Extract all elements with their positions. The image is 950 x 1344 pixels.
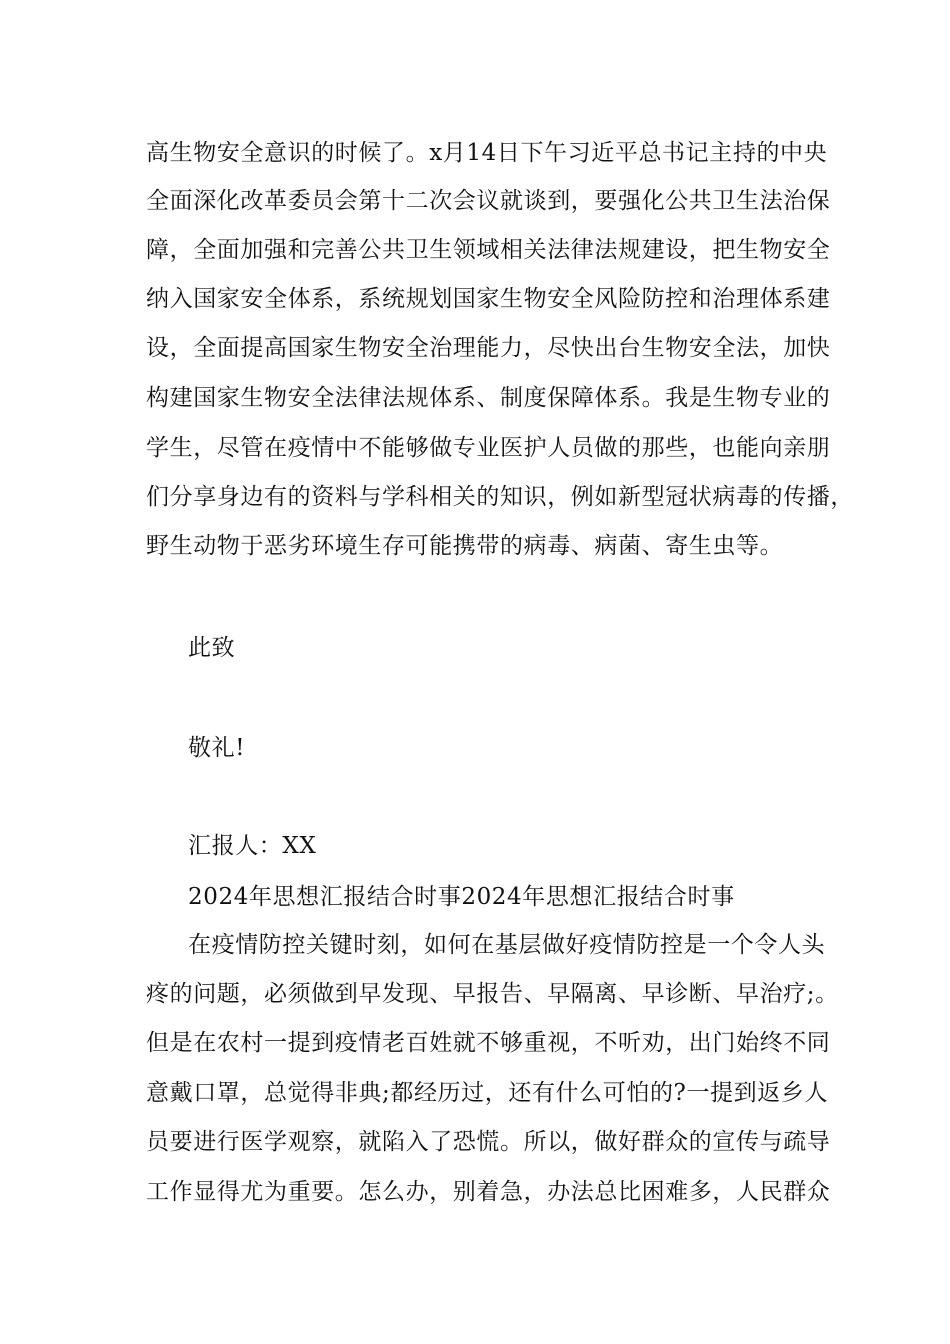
text-line: 高生物安全意识的时候了。x月14日下午习近平总书记主持的中央 — [146, 140, 828, 166]
signature: 汇报人：XX — [188, 833, 317, 859]
text-line: 全面深化改革委员会第十二次会议就谈到，要强化公共卫生法治保 — [146, 188, 831, 214]
regards: 敬礼! — [188, 735, 246, 761]
text-line: 纳入国家安全体系，系统规划国家生物安全风险防控和治理体系建 — [146, 286, 831, 312]
salutation: 此致 — [188, 635, 236, 661]
text-line: 员要进行医学观察，就陷入了恐慌。所以，做好群众的宣传与疏导 — [146, 1129, 831, 1155]
text-line: 学生，尽管在疫情中不能够做专业医护人员做的那些，也能向亲朋 — [146, 435, 831, 461]
text-line: 野生动物于恶劣环境生存可能携带的病毒、病菌、寄生虫等。 — [146, 533, 784, 559]
text-line: 障，全面加强和完善公共卫生领域相关法律法规建设，把生物安全 — [146, 237, 831, 263]
text-line: 工作显得尤为重要。怎么办，别着急，办法总比困难多，人民群众 — [146, 1179, 831, 1205]
text-line: 构建国家生物安全法律法规体系、制度保障体系。我是生物专业的 — [146, 385, 831, 411]
text-line: 们分享身边有的资料与学科相关的知识，例如新型冠状病毒的传播， — [146, 484, 854, 510]
document-heading: 2024年思想汇报结合时事2024年思想汇报结合时事 — [188, 884, 735, 910]
text-line: 在疫情防控关键时刻，如何在基层做好疫情防控是一个令人头 — [188, 932, 826, 958]
text-line: 但是在农村一提到疫情老百姓就不够重视，不听劝，出门始终不同 — [146, 1030, 831, 1056]
text-line: 设，全面提高国家生物安全治理能力，尽快出台生物安全法，加快 — [146, 335, 831, 361]
text-line: 疼的问题，必须做到早发现、早报告、早隔离、早诊断、早治疗;。 — [146, 981, 839, 1007]
text-line: 意戴口罩，总觉得非典;都经历过，还有什么可怕的?一提到返乡人 — [146, 1080, 829, 1106]
